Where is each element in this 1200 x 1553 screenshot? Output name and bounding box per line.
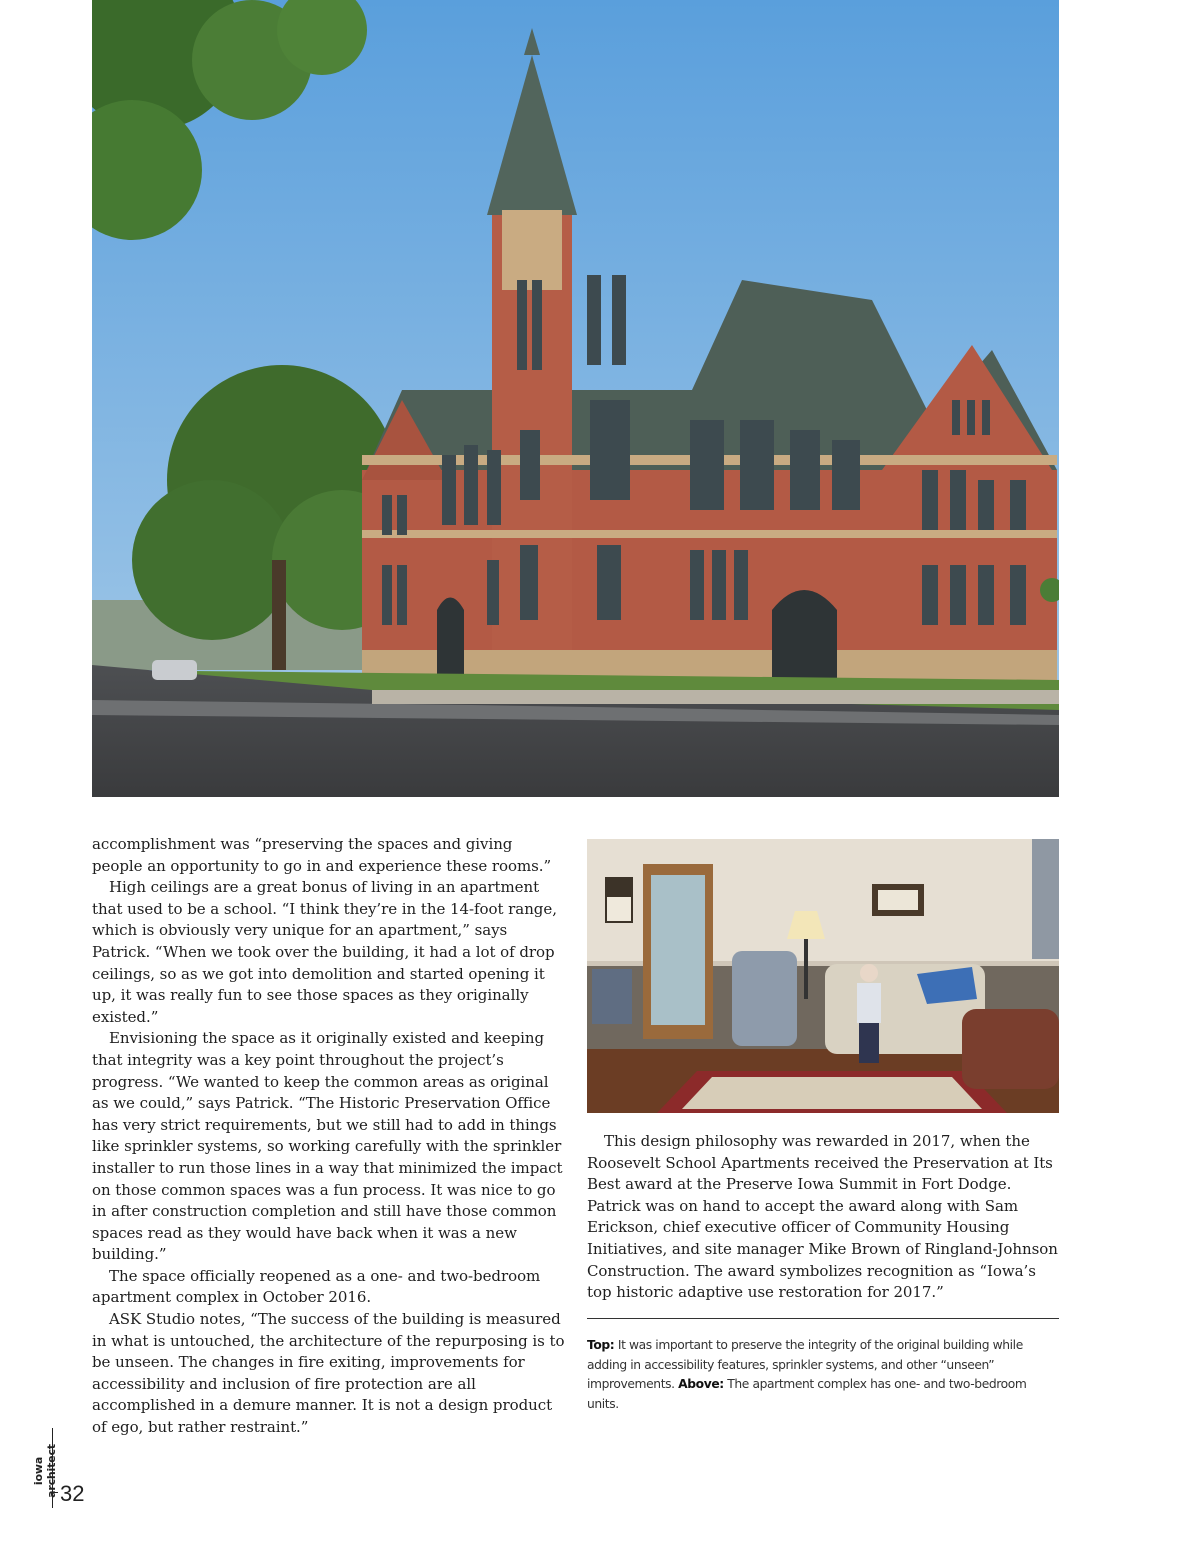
magazine-name: iowa architect [32, 1444, 58, 1498]
interior-photo-illustration [587, 839, 1059, 1113]
page-number: 32 [60, 1481, 85, 1506]
page-folio [33, 1428, 93, 1508]
article-paragraph: High ceilings are a great bonus of living in an apartment that used to be a school. “I think they’re in the 14-foot range, which is obviously very unique for an apartment,” says Patrick. “When we took over the building, it had a lot of drop ceilings, so as we got into demolition and started opening it up, it was really fun to see those spaces as they originally existed.” [92, 878, 557, 1026]
article-left-column [92, 834, 566, 1439]
caption-above-label: Above: [678, 1377, 724, 1392]
bottom-photo [587, 839, 1059, 1113]
article-right-column [587, 1131, 1059, 1304]
top-photo [92, 0, 1059, 797]
folio-tick [52, 1492, 58, 1493]
folio-rule [52, 1428, 53, 1508]
caption-top-text: It was important to preserve the integrity of the original building while adding in accessibility features, sprinkler systems, and other “unseen” improvements. [587, 1338, 1023, 1392]
caption-top-label: Top: [587, 1338, 615, 1352]
caption-above-text: The apartment complex has one- and two-bedroom units. [587, 1377, 1027, 1411]
photo-caption [587, 1336, 1059, 1414]
caption-divider [587, 1318, 1059, 1319]
article-paragraph: accomplishment was “preserving the spaces and giving people an opportunity to go in and experience these rooms.” [92, 835, 552, 875]
article-paragraph: This design philosophy was rewarded in 2017, when the Roosevelt School Apartments received the Preservation at Its Best award at the Preserve Iowa Summit in Fort Dodge. Patrick was on hand to accept the award along with Sam Erickson, chief executive officer of Community Housing Initiatives, and site manager Mike Brown of Ringland-Johnson Construction. The award symbolizes recognition as “Iowa’s top historic adaptive use restoration for 2017.” [587, 1132, 1058, 1302]
building-photo-illustration [92, 0, 1059, 797]
article-paragraph: ASK Studio notes, “The success of the building is measured in what is untouched, the architecture of the repurposing is to be unseen. The changes in fire exiting, improvements for accessibility and inclusion of fire protection are all accomplished in a demure manner. It is not a design product of ego, but rather restraint.” [92, 1310, 565, 1437]
article-paragraph: Envisioning the space as it originally existed and keeping that integrity was a key point throughout the project’s progress. “We wanted to keep the common areas as original as we could,” says Patrick. “The Historic Preservation Office has very strict requirements, but we still had to add in things like sprinkler systems, so working carefully with the sprinkler installer to run those lines in a way that minimized the impact on those common spaces was a fun process. It was nice to go in after construction completion and still have those common spaces read as they would have back when it was a new building.” [92, 1029, 563, 1264]
article-paragraph: The space officially reopened as a one- and two-bedroom apartment complex in October 2016. [92, 1266, 541, 1307]
